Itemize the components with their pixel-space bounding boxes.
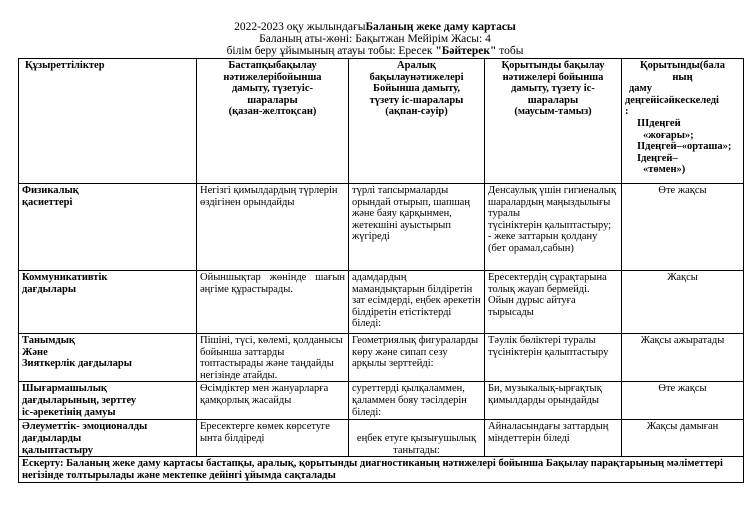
- result-cell: Жақсы: [622, 271, 744, 334]
- final-cell: Тәулік бөліктері туралы түсініктерін қалыптастыру: [485, 334, 622, 382]
- table-row: [19, 382, 744, 420]
- competency-communicative: Коммуникативтік дағдылары: [19, 271, 197, 334]
- note-row: [19, 457, 744, 483]
- table-row: [19, 420, 744, 457]
- group-label: білім беру ұйымының атауы тобы: Ересек: [226, 45, 436, 57]
- middle-cell: еңбек етуге қызығушылық танытады:: [349, 420, 485, 457]
- result-cell: Өте жақсы: [622, 382, 744, 420]
- column-header-middle: Аралық бақылаунәтижелері Бойынша дамыту, түзету іс-шаралары (ақпан-сәуір): [349, 59, 485, 184]
- middle-cell: Геометриялық фигураларды көру және сипап сезу арқылы зерттейді:: [349, 334, 485, 382]
- competency-creative: Шығармашылық дағдыларының, зерттеу іс-әрекетінің дамуы: [19, 382, 197, 420]
- middle-cell: адамдардың мамандықтарын білдіретін зат есімдерді, еңбек әрекетін білдіретін етістіктерді біледі:: [349, 271, 485, 334]
- initial-cell: Ойыншықтар жөнінде шағын әңгіме құрастырады.: [197, 271, 349, 334]
- table-row: [19, 334, 744, 382]
- initial-cell: Ересектерге көмек көрсетуге ынта білдіреді: [197, 420, 349, 457]
- child-name-line: Баланың аты-жөні: Бақытжан Мейірім Жасы: 4: [259, 33, 491, 45]
- final-cell: Би, музыкалық-ырғақтық қимылдарды орындайды: [485, 382, 622, 420]
- competency-social-emotional: Әлеуметтік- эмоционалды дағдыларды қалыптастыру: [19, 420, 197, 457]
- result-cell: Жақсы дамыған: [622, 420, 744, 457]
- table-header-row: [19, 59, 744, 184]
- document-header: [0, 21, 750, 57]
- result-cell: Өте жақсы: [622, 184, 744, 271]
- group-name: "Бәйтерек": [435, 45, 497, 57]
- result-cell: Жақсы ажыратады: [622, 334, 744, 382]
- initial-cell: Өсімдіктер мен жануарларға қамқорлық жасайды: [197, 382, 349, 420]
- column-header-final: Қорытынды бақылау нәтижелері бойынша дамыту, түзету іс- шаралары (маусым-тамыз): [485, 59, 622, 184]
- middle-cell: түрлі тапсырмаларды орындай отырып, шапшаң және баяу қарқынмен, жетекшіні ауыстырып жүгіреді: [349, 184, 485, 271]
- document-title: Баланың жеке даму картасы: [365, 21, 516, 33]
- note-text: Ескерту: Баланың жеке даму картасы бастапқы, аралық, қорытынды диагностиканың нәтижелері бойынша Бақылау парақтарының мәліметтері негізінде толтырылады және мектепке дейінгі ұйымда сақталады: [19, 457, 744, 483]
- school-year-text: 2022-2023 оқу жылындағы: [234, 21, 366, 33]
- level-legend: IIIдеңгей «жоғары»; IIдеңгей–«орташа»; Iдеңгей– «төмен»): [637, 117, 732, 176]
- final-cell: Ересектердің сұрақтарына толық жауап бермейді. Ойын дұрыс айтуға тырысады: [485, 271, 622, 334]
- initial-cell: Негізгі қимылдардың түрлерін өздігінен орындайды: [197, 184, 349, 271]
- initial-cell: Пішіні, түсі, көлемі, қолданысы бойынша заттарды топтастырады және таңдайды негізінде атайды.: [197, 334, 349, 382]
- header-line-1: [0, 21, 750, 33]
- middle-cell: суреттерді қылқаламмен, қаламмен бояу тәсілдерін біледі:: [349, 382, 485, 420]
- column-header-initial: Бастапқыбақылау нәтижелерібойынша дамыту, түзетуіс- шаралары (қазан-желтоқсан): [197, 59, 349, 184]
- group-suffix: тобы: [496, 45, 524, 57]
- table-row: [19, 184, 744, 271]
- final-cell: Денсаулық үшін гигиеналық шаралардың маңыздылығы туралы түсініктерін қалыптастыру; - жеке заттарын қолдану (бет орамал,сабын): [485, 184, 622, 271]
- development-card-table: [18, 58, 744, 483]
- table-row: [19, 271, 744, 334]
- final-cell: Айналасындағы заттардың міндеттерін біледі: [485, 420, 622, 457]
- competency-physical: Физикалық қасиеттері: [19, 184, 197, 271]
- competency-cognitive: Танымдық Және Зияткерлік дағдылары: [19, 334, 197, 382]
- column-header-result: Қорытынды(бала ның даму деңгейісәйкескеледі : IIIдеңгей «жоғары»; IIдеңгей–«орташа»; Iдеңгей– «төмен»): [622, 59, 744, 184]
- group-line: [0, 45, 750, 57]
- column-header-competencies: Құзыреттіліктер: [19, 59, 197, 184]
